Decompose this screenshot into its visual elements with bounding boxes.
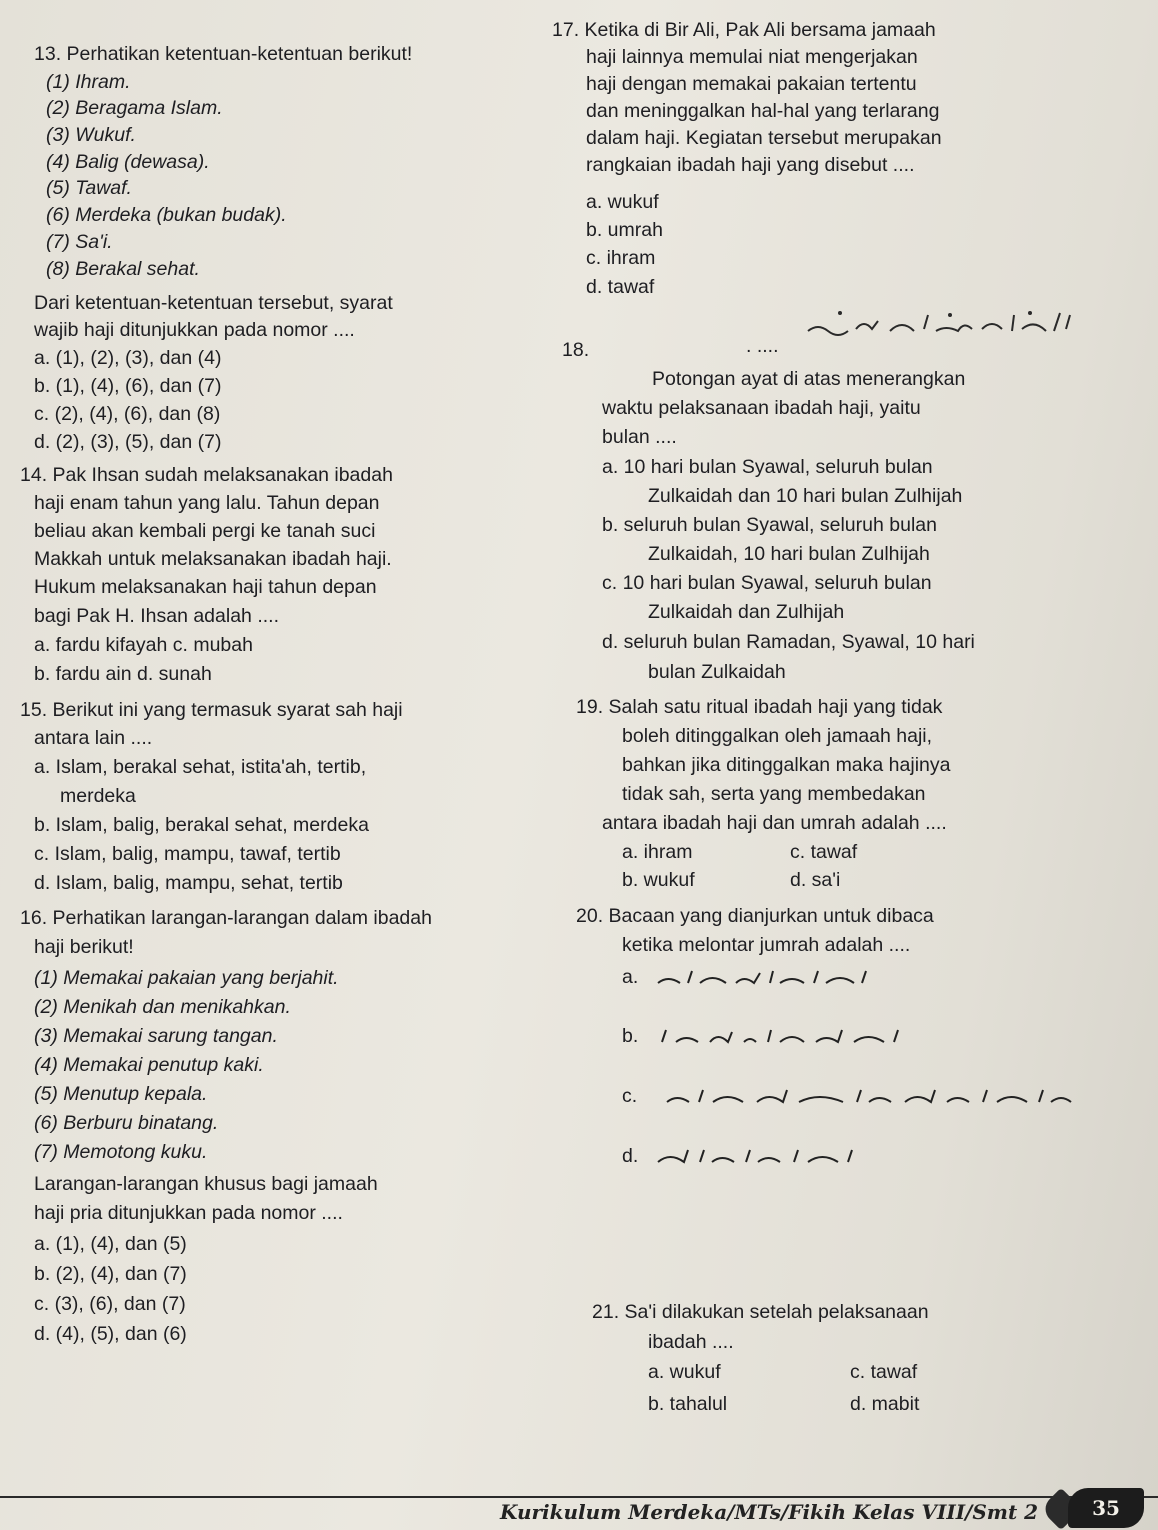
q13-item-1: (1) Ihram.: [46, 71, 131, 93]
q18-option-a[interactable]: a. 10 hari bulan Syawal, seluruh bulan: [602, 456, 933, 478]
q17-stem-line5: dalam haji. Kegiatan tersebut merupakan: [586, 127, 942, 149]
q16-option-c[interactable]: c. (3), (6), dan (7): [34, 1293, 186, 1315]
q13-option-d[interactable]: d. (2), (3), (5), dan (7): [34, 431, 222, 453]
q20-option-c[interactable]: [622, 1083, 1087, 1109]
q17-stem-line4: dan meninggalkan hal-hal yang terlarang: [586, 100, 940, 122]
q20-option-b-arabic-image: [648, 1024, 928, 1048]
q20-option-c-arabic-image: [647, 1084, 1087, 1108]
q17-option-b[interactable]: b. umrah: [586, 219, 663, 241]
page-number-badge: 35: [1068, 1488, 1144, 1528]
q16-stem2-line2: haji pria ditunjukkan pada nomor ....: [34, 1202, 343, 1224]
q16-stem2-line1: Larangan-larangan khusus bagi jamaah: [34, 1173, 378, 1195]
q16-option-b[interactable]: b. (2), (4), dan (7): [34, 1263, 187, 1285]
q16-stem-line2: haji berikut!: [34, 936, 134, 958]
q16-option-d[interactable]: d. (4), (5), dan (6): [34, 1323, 187, 1345]
q17-option-c[interactable]: c. ihram: [586, 247, 656, 269]
q13-stem2-line2: wajib haji ditunjukkan pada nomor ....: [34, 319, 355, 341]
q13-option-c[interactable]: c. (2), (4), (6), dan (8): [34, 403, 221, 425]
q18-option-a-cont: Zulkaidah dan 10 hari bulan Zulhijah: [648, 485, 963, 507]
q13-stem: 13. Perhatikan ketentuan-ketentuan berikut!: [34, 43, 413, 65]
q16-item-6: (6) Berburu binatang.: [34, 1112, 219, 1134]
q13-option-b[interactable]: b. (1), (4), (6), dan (7): [34, 375, 222, 397]
q20-stem-line1: 20. Bacaan yang dianjurkan untuk dibaca: [576, 905, 934, 927]
q19-stem-line4: tidak sah, serta yang membedakan: [622, 783, 926, 805]
q16-stem-line1: 16. Perhatikan larangan-larangan dalam ibadah: [20, 907, 432, 929]
q14-stem-line6: bagi Pak H. Ihsan adalah ....: [34, 605, 279, 627]
q13-item-8: (8) Berakal sehat.: [46, 258, 200, 280]
q17-stem-line1: 17. Ketika di Bir Ali, Pak Ali bersama jamaah: [552, 19, 936, 41]
q17-stem-line3: haji dengan memakai pakaian tertentu: [586, 73, 917, 95]
q20-stem-line2: ketika melontar jumrah adalah ....: [622, 934, 911, 956]
q14-options-row1[interactable]: a. fardu kifayah c. mubah: [34, 634, 253, 656]
q18-option-d-cont: bulan Zulkaidah: [648, 661, 786, 683]
q17-option-a[interactable]: a. wukuf: [586, 191, 659, 213]
q19-option-c[interactable]: c. tawaf: [790, 841, 858, 863]
q21-option-a[interactable]: a. wukuf: [648, 1361, 721, 1383]
q20-option-c-letter: c.: [622, 1085, 638, 1107]
q13-item-2: (2) Beragama Islam.: [46, 97, 223, 119]
q21-stem-line1: 21. Sa'i dilakukan setelah pelaksanaan: [592, 1301, 929, 1323]
q20-option-d-letter: d.: [622, 1145, 639, 1167]
q19-option-b[interactable]: b. wukuf: [622, 869, 695, 891]
q20-option-a-arabic-image: [648, 965, 888, 989]
q18-stem-line1: Potongan ayat di atas menerangkan: [652, 368, 966, 390]
q15-option-d[interactable]: d. Islam, balig, mampu, sehat, tertib: [34, 872, 343, 894]
q14-options-row2[interactable]: b. fardu ain d. sunah: [34, 663, 212, 685]
q18-arabic-verse-image: [800, 305, 1080, 341]
q15-option-c[interactable]: c. Islam, balig, mampu, tawaf, tertib: [34, 843, 341, 865]
q16-option-a[interactable]: a. (1), (4), dan (5): [34, 1233, 187, 1255]
q13-item-6: (6) Merdeka (bukan budak).: [46, 204, 287, 226]
q18-option-c[interactable]: c. 10 hari bulan Syawal, seluruh bulan: [602, 572, 932, 594]
q19-stem-line2: boleh ditinggalkan oleh jamaah haji,: [622, 725, 933, 747]
q15-option-b[interactable]: b. Islam, balig, berakal sehat, merdeka: [34, 814, 369, 836]
q14-stem-line4: Makkah untuk melaksanakan ibadah haji.: [34, 548, 392, 570]
q18-stem-line3: bulan ....: [602, 426, 677, 448]
q17-stem-line6: rangkaian ibadah haji yang disebut ....: [586, 154, 915, 176]
q16-item-5: (5) Menutup kepala.: [34, 1083, 208, 1105]
q16-item-3: (3) Memakai sarung tangan.: [34, 1025, 278, 1047]
q18-option-b[interactable]: b. seluruh bulan Syawal, seluruh bulan: [602, 514, 937, 536]
q20-option-a[interactable]: [622, 964, 888, 990]
q14-stem-line5: Hukum melaksanakan haji tahun depan: [34, 576, 377, 598]
q14-stem-line2: haji enam tahun yang lalu. Tahun depan: [34, 492, 380, 514]
q16-item-2: (2) Menikah dan menikahkan.: [34, 996, 291, 1018]
q18-option-c-cont: Zulkaidah dan Zulhijah: [648, 601, 845, 623]
q15-option-a[interactable]: a. Islam, berakal sehat, istita'ah, tertib,: [34, 756, 367, 778]
q17-stem-line2: haji lainnya memulai niat mengerjakan: [586, 46, 918, 68]
q20-option-b[interactable]: [622, 1023, 928, 1049]
q19-option-d[interactable]: d. sa'i: [790, 869, 841, 891]
q21-option-c[interactable]: c. tawaf: [850, 1361, 918, 1383]
footer-divider: [0, 1496, 1158, 1498]
q13-stem2-line1: Dari ketentuan-ketentuan tersebut, syarat: [34, 292, 393, 314]
q16-item-4: (4) Memakai penutup kaki.: [34, 1054, 264, 1076]
q20-option-d[interactable]: [622, 1143, 888, 1169]
q21-stem-line2: ibadah ....: [648, 1331, 734, 1353]
q18-option-b-cont: Zulkaidah, 10 hari bulan Zulhijah: [648, 543, 930, 565]
q19-stem-line1: 19. Salah satu ritual ibadah haji yang tidak: [576, 696, 943, 718]
q18-number: 18.: [562, 339, 590, 361]
q15-stem-line1: 15. Berikut ini yang termasuk syarat sah haji: [20, 699, 403, 721]
q14-stem-line1: 14. Pak Ihsan sudah melaksanakan ibadah: [20, 464, 393, 486]
q21-option-b[interactable]: b. tahalul: [648, 1393, 728, 1415]
q15-stem-line2: antara lain ....: [34, 727, 153, 749]
q17-option-d[interactable]: d. tawaf: [586, 276, 655, 298]
q19-option-a[interactable]: a. ihram: [622, 841, 693, 863]
q13-item-3: (3) Wukuf.: [46, 124, 136, 146]
q13-option-a[interactable]: a. (1), (2), (3), dan (4): [34, 347, 222, 369]
q13-item-5: (5) Tawaf.: [46, 177, 132, 199]
q19-stem-line5: antara ibadah haji dan umrah adalah ....: [602, 812, 947, 834]
q20-option-b-letter: b.: [622, 1025, 639, 1047]
q19-stem-line3: bahkan jika ditinggalkan maka hajinya: [622, 754, 951, 776]
q18-option-d[interactable]: d. seluruh bulan Ramadan, Syawal, 10 hari: [602, 631, 975, 653]
q20-option-a-letter: a.: [622, 966, 639, 988]
q16-item-7: (7) Memotong kuku.: [34, 1141, 208, 1163]
q15-option-a-cont: merdeka: [60, 785, 136, 807]
q20-option-d-arabic-image: [648, 1144, 888, 1168]
q13-item-4: (4) Balig (dewasa).: [46, 151, 210, 173]
q21-option-d[interactable]: d. mabit: [850, 1393, 920, 1415]
q14-stem-line3: beliau akan kembali pergi ke tanah suci: [34, 520, 376, 542]
q16-item-1: (1) Memakai pakaian yang berjahit.: [34, 967, 339, 989]
q13-item-7: (7) Sa'i.: [46, 231, 113, 253]
q18-dots: . ....: [746, 335, 779, 357]
footer-book-title: Kurikulum Merdeka/MTs/Fikih Kelas VIII/Smt 2: [500, 1500, 1039, 1524]
q18-stem-line2: waktu pelaksanaan ibadah haji, yaitu: [602, 397, 921, 419]
